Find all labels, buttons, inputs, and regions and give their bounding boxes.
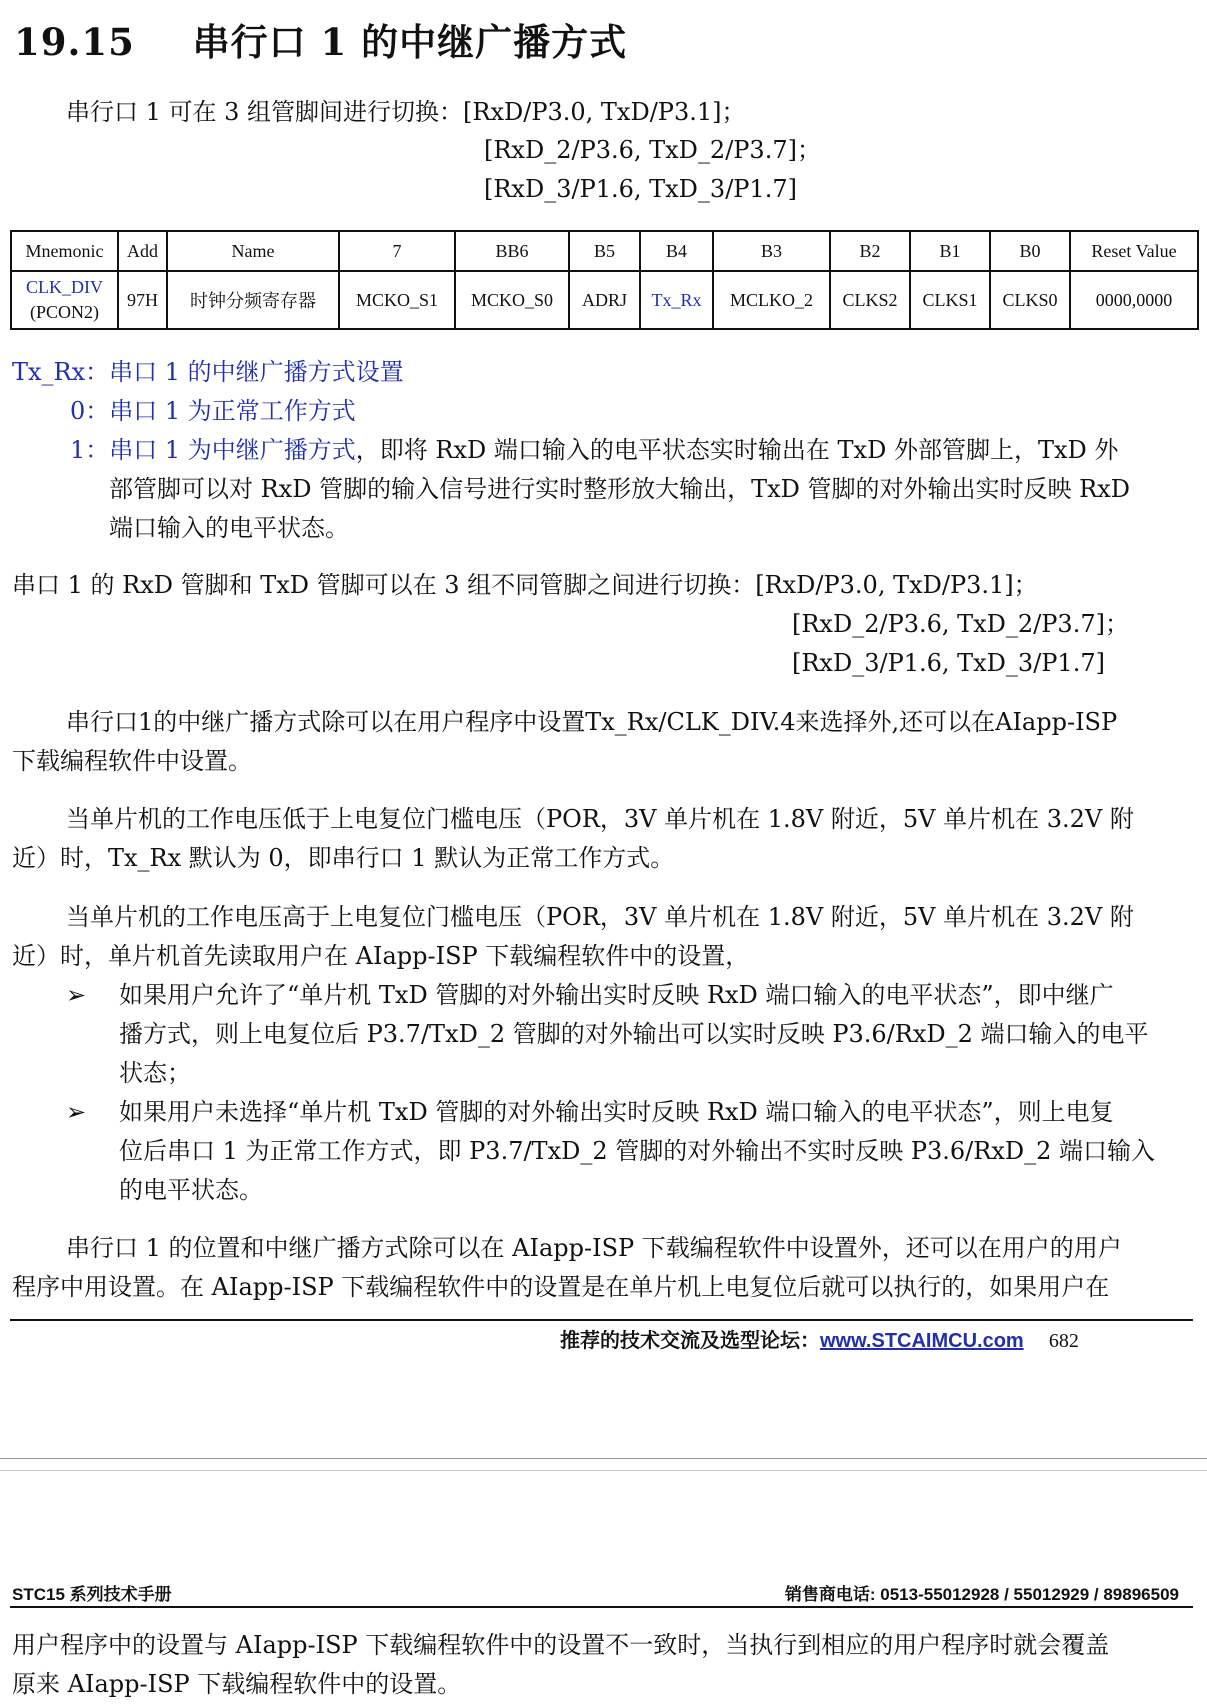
reset-value-cell: 0000,0000	[1070, 271, 1198, 329]
intro-line-2: [RxD_2/P3.6, TxD_2/P3.7]；	[484, 136, 821, 164]
txrx-option-1-line-2: 部管脚可以对 RxD 管脚的输入信号进行实时整形放大输出，TxD 管脚的对外输出实时反映 RxD	[109, 475, 1130, 503]
paragraph-2-line-2: 近）时，Tx_Rx 默认为 0，即串行口 1 默认为正常工作方式。	[12, 844, 675, 872]
section-number: 19.15	[14, 20, 135, 64]
mnemonic-link[interactable]: CLK_DIV	[26, 277, 103, 297]
header-cell: B4	[640, 231, 713, 271]
txrx-option-1-label: 1：串口 1 为中继广播方式	[70, 436, 356, 464]
bullet-1-line-3: 状态；	[119, 1059, 191, 1087]
switch-line-3: [RxD_3/P1.6, TxD_3/P1.7]	[792, 649, 1105, 677]
bullet-2-line-2: 位后串口 1 为正常工作方式，即 P3.7/TxD_2 管脚的对外输出不实时反映 P3.6/RxD_2 端口输入	[119, 1137, 1156, 1165]
section-title: 串行口 1 的中继广播方式	[192, 20, 628, 64]
register-table	[10, 230, 1199, 330]
header-cell: 7	[339, 231, 455, 271]
intro-line-3: [RxD_3/P1.6, TxD_3/P1.7]	[484, 175, 797, 203]
switch-line-1: 串口 1 的 RxD 管脚和 TxD 管脚可以在 3 组不同管脚之间进行切换：[RxD/P3.0, TxD/P3.1]；	[12, 571, 1038, 599]
page-number: 682	[1048, 1330, 1079, 1352]
header-cell: Add	[118, 231, 167, 271]
bullet-1-line-2: 播方式，则上电复位后 P3.7/TxD_2 管脚的对外输出可以实时反映 P3.6/RxD_2 端口输入的电平	[119, 1020, 1149, 1048]
page-break-line	[0, 1470, 1207, 1471]
txrx-option-1-line-3: 端口输入的电平状态。	[109, 514, 349, 542]
header-cell: B2	[830, 231, 910, 271]
name-cell: 时钟分频寄存器	[167, 271, 339, 329]
paragraph-2-line-1: 当单片机的工作电压低于上电复位门槛电压（POR，3V 单片机在 1.8V 附近，5V 单片机在 3.2V 附	[66, 805, 1134, 833]
header-cell: Name	[167, 231, 339, 271]
bullet-2-line-1: 如果用户未选择“单片机 TxD 管脚的对外输出实时反映 RxD 端口输入的电平状态”，则上电复	[119, 1098, 1114, 1126]
next-page-header-left: STC15 系列技术手册	[12, 1585, 172, 1604]
header-cell: BB6	[455, 231, 569, 271]
header-cell: Mnemonic	[11, 231, 118, 271]
bit-cell: MCKO_S0	[455, 271, 569, 329]
next-page-header-right: 销售商电话: 0513-55012928 / 55012929 / 89896509	[784, 1585, 1179, 1604]
switch-line-2: [RxD_2/P3.6, TxD_2/P3.7]；	[792, 610, 1129, 638]
paragraph-3-line-1: 当单片机的工作电压高于上电复位门槛电压（POR，3V 单片机在 1.8V 附近，5V 单片机在 3.2V 附	[66, 903, 1134, 931]
next-paragraph-line-1: 用户程序中的设置与 AIapp-ISP 下载编程软件中的设置不一致时，当执行到相应的用户程序时就会覆盖	[12, 1631, 1110, 1659]
header-cell: B3	[713, 231, 830, 271]
paragraph-3-line-2: 近）时，单片机首先读取用户在 AIapp-ISP 下载编程软件中的设置，	[12, 942, 750, 970]
forum-link[interactable]: www.STCAIMCU.com	[820, 1330, 1024, 1352]
bit-cell-txrx[interactable]: Tx_Rx	[640, 271, 713, 329]
register-data-row	[11, 271, 1198, 329]
intro-line-1: 串行口 1 可在 3 组管脚间进行切换：[RxD/P3.0, TxD/P3.1]；	[66, 98, 746, 126]
bit-cell: MCKO_S1	[339, 271, 455, 329]
footer-rule	[10, 1319, 1193, 1321]
paragraph-1-line-1: 串行口1的中继广播方式除可以在用户程序中设置Tx_Rx/CLK_DIV.4来选择外,还可以在AIapp-ISP	[66, 708, 1118, 736]
mnemonic-alt: (PCON2)	[29, 302, 99, 322]
register-header-row	[11, 231, 1198, 271]
bit-cell: CLKS0	[990, 271, 1070, 329]
bit-cell: CLKS1	[910, 271, 990, 329]
bullet-2-line-3: 的电平状态。	[119, 1176, 263, 1204]
paragraph-4-line-1: 串行口 1 的位置和中继广播方式除可以在 AIapp-ISP 下载编程软件中设置外，还可以在用户的用户	[66, 1234, 1122, 1262]
next-paragraph-line-2: 原来 AIapp-ISP 下载编程软件中的设置。	[12, 1670, 462, 1698]
bullet-arrow-icon: ➢	[66, 981, 87, 1009]
txrx-label: Tx_Rx：串口 1 的中继广播方式设置	[12, 358, 404, 386]
bullet-arrow-icon: ➢	[66, 1098, 87, 1126]
txrx-option-1-text: ，即将 RxD 端口输入的电平状态实时输出在 TxD 外部管脚上，TxD 外	[355, 436, 1119, 464]
mnemonic-cell	[11, 271, 118, 329]
forum-label: 推荐的技术交流及选型论坛：	[560, 1330, 820, 1352]
bit-cell: CLKS2	[830, 271, 910, 329]
txrx-option-1	[70, 431, 1118, 470]
bit-cell: ADRJ	[569, 271, 640, 329]
header-cell: B0	[990, 231, 1070, 271]
page-footer	[560, 1324, 1079, 1353]
header-cell: B1	[910, 231, 990, 271]
paragraph-4-line-2: 程序中用设置。在 AIapp-ISP 下载编程软件中的设置是在单片机上电复位后就可以执行的，如果用户在	[12, 1273, 1110, 1301]
page-break-line	[0, 1458, 1207, 1459]
header-cell: B5	[569, 231, 640, 271]
next-page-header-rule	[10, 1606, 1193, 1608]
txrx-option-0: 0：串口 1 为正常工作方式	[70, 397, 356, 425]
paragraph-1-line-2: 下载编程软件中设置。	[12, 747, 252, 775]
bullet-1-line-1: 如果用户允许了“单片机 TxD 管脚的对外输出实时反映 RxD 端口输入的电平状态”，即中继广	[119, 981, 1114, 1009]
bit-cell: MCLKO_2	[713, 271, 830, 329]
address-cell: 97H	[118, 271, 167, 329]
header-cell: Reset Value	[1070, 231, 1198, 271]
section-heading	[14, 12, 627, 66]
